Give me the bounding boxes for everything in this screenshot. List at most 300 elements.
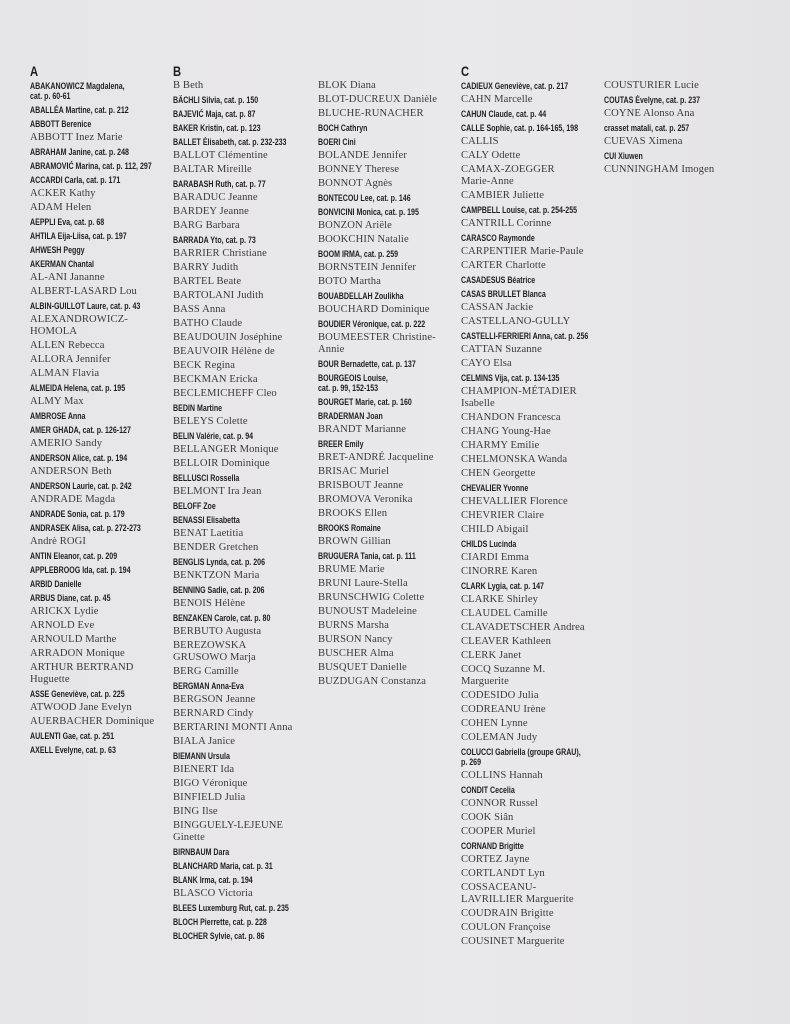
index-entry	[173, 625, 313, 639]
index-entry	[30, 577, 170, 591]
index-entry-line: CHANDON Francesca	[461, 412, 561, 423]
index-entry	[30, 367, 170, 381]
index-entry	[461, 551, 601, 565]
index-entry	[604, 107, 744, 121]
index-entry-line: BRUGUERA Tania, cat. p. 111	[318, 551, 416, 561]
index-entry	[173, 373, 313, 387]
index-entry-line: BRANDT Marianne	[318, 424, 407, 435]
index-entry-line: cat. p. 60-61	[30, 91, 71, 101]
index-entry-line: CHEVRIER Claire	[461, 510, 545, 521]
index-entry-line: BOOM IRMA, cat. p. 259	[318, 249, 399, 259]
index-entry-line: CATTAN Suzanne	[461, 344, 542, 355]
index-entry	[173, 639, 313, 665]
index-entry	[461, 467, 601, 481]
index-entry	[461, 315, 601, 329]
index-entry-line: BUSQUET Danielle	[318, 662, 407, 673]
index-entry-line: CORTEZ Jayne	[461, 854, 530, 865]
index-entry-line: Huguette	[30, 674, 70, 685]
index-entry	[173, 485, 313, 499]
index-entry-line: Isabelle	[461, 398, 495, 409]
index-entry-line: ANDRADE Magda	[30, 494, 116, 505]
index-entry-line: BUSCHER Alma	[318, 648, 394, 659]
index-entry	[461, 189, 601, 203]
index-entry-line: CAHUN Claude, cat. p. 44	[461, 109, 547, 119]
index-entry-line: CLAUDEL Camille	[461, 608, 548, 619]
index-entry	[318, 177, 458, 191]
index-entry-line: BERTARINI MONTI Anna	[173, 722, 293, 733]
index-entry	[30, 229, 170, 243]
index-entry-line: ARNOULD Marthe	[30, 634, 117, 645]
index-entry	[173, 401, 313, 415]
index-entry	[318, 395, 458, 409]
index-entry-line: CHILDS Lucinda	[461, 539, 517, 549]
index-entry	[30, 563, 170, 577]
index-entry-line: BERNARD Cindy	[173, 708, 254, 719]
index-entry	[461, 921, 601, 935]
index-entry-line: CHILD Abigail	[461, 524, 529, 535]
index-entry	[318, 507, 458, 521]
index-entry	[173, 499, 313, 513]
index-entry	[461, 509, 601, 523]
index-entry	[461, 717, 601, 731]
index-entry	[461, 495, 601, 509]
index-entry	[461, 593, 601, 607]
index-entry-line: BLOK Diana	[318, 80, 376, 91]
index-entry	[173, 611, 313, 625]
index-entry-line: AL-ANI Jananne	[30, 272, 105, 283]
index-entry	[461, 79, 601, 93]
index-entry-line: CHEVALIER Yvonne	[461, 483, 529, 493]
index-entry	[461, 231, 601, 245]
index-entry	[173, 443, 313, 457]
index-entry	[173, 569, 313, 583]
index-entry	[173, 275, 313, 289]
index-entry-line: ABALLÉA Martine, cat. p. 212	[30, 105, 129, 115]
index-entry-line: BINGGUELY-LEJEUNE	[173, 820, 284, 831]
index-entry	[173, 247, 313, 261]
index-entry	[30, 437, 170, 451]
index-entry-line: AHTILA Eija-Liisa, cat. p. 197	[30, 231, 127, 241]
index-entry	[461, 649, 601, 663]
index-entry	[318, 479, 458, 493]
index-entry-line: BLEES Luxemburg Rut, cat. p. 235	[173, 903, 289, 913]
index-entry	[173, 597, 313, 611]
index-entry	[173, 93, 313, 107]
index-entry	[173, 693, 313, 707]
index-entry	[318, 331, 458, 357]
index-entry-line: BROOKS Ellen	[318, 508, 388, 519]
index-entry	[30, 257, 170, 271]
index-entry-line: ANDRADE Sonia, cat. p. 179	[30, 509, 125, 519]
index-entry	[173, 819, 313, 845]
index-entry-line: BENAT Laetitia	[173, 528, 244, 539]
index-entry	[173, 679, 313, 693]
index-entry-line: ALMEIDA Helena, cat. p. 195	[30, 383, 126, 393]
index-entry	[30, 535, 170, 549]
index-entry	[173, 749, 313, 763]
index-column-c	[461, 64, 601, 949]
index-entry-line: AUERBACHER Dominique	[30, 716, 155, 727]
index-entry	[30, 647, 170, 661]
index-entry	[30, 145, 170, 159]
index-entry-line: BING Ilse	[173, 806, 218, 817]
index-entry	[318, 247, 458, 261]
index-entry	[318, 275, 458, 289]
index-entry-line: CHELMONSKA Wanda	[461, 454, 568, 465]
index-entry-line: BLOCHER Sylvie, cat. p. 86	[173, 931, 265, 941]
index-entry	[173, 303, 313, 317]
index-entry	[30, 605, 170, 619]
index-entry-line: AHWESH Peggy	[30, 245, 85, 255]
index-entry-line: CUEVAS Ximena	[604, 136, 683, 147]
index-entry	[30, 479, 170, 493]
index-entry	[173, 887, 313, 901]
index-entry-line: CASTELLANO-GULLY	[461, 316, 571, 327]
index-entry-line: ABRAHAM Janine, cat. p. 248	[30, 147, 129, 157]
index-entry-line: BINFIELD Julia	[173, 792, 246, 803]
index-entry	[461, 163, 601, 189]
index-entry-line: ANDRASEK Alisa, cat. p. 272-273	[30, 523, 141, 533]
index-entry-line: CORNAND Brigitte	[461, 841, 524, 851]
index-entry	[318, 163, 458, 177]
index-entry	[173, 873, 313, 887]
index-entry-line: ALBIN-GUILLOT Laure, cat. p. 43	[30, 301, 141, 311]
index-entry	[461, 425, 601, 439]
index-entry-line: BENGLIS Lynda, cat. p. 206	[173, 557, 266, 567]
index-entry-line: COSSACEANU-	[461, 882, 537, 893]
index-entry-line: BOOKCHIN Natalie	[318, 234, 409, 245]
index-entry	[173, 527, 313, 541]
index-entry	[318, 563, 458, 577]
index-entry-line: BRUNI Laure-Stella	[318, 578, 408, 589]
index-entry-line: Andrè ROGI	[30, 536, 87, 547]
index-entry-line: BELIN Valérie, cat. p. 94	[173, 431, 254, 441]
index-entry-line: AULENTI Gae, cat. p. 251	[30, 731, 115, 741]
index-entry-line: AEPPLI Eva, cat. p. 68	[30, 217, 105, 227]
index-entry-line: BENZAKEN Carole, cat. p. 80	[173, 613, 271, 623]
index-entry-line: ABRAMOVIĆ Marina, cat. p. 112, 297	[30, 161, 152, 171]
index-entry	[30, 187, 170, 201]
index-entry-line: CHANG Young-Hae	[461, 426, 551, 437]
index-entry	[461, 797, 601, 811]
index-entry	[461, 411, 601, 425]
index-entry	[318, 317, 458, 331]
index-entry-line: BURNS Marsha	[318, 620, 389, 631]
index-entry-line: BEREZOWSKA	[173, 640, 247, 651]
index-entry-line: CLEAVER Kathleen	[461, 636, 551, 647]
index-entry-line: BARTOLANI Judith	[173, 290, 264, 301]
index-entry	[173, 791, 313, 805]
section-letter: B	[173, 63, 182, 79]
index-entry-line: CARPENTIER Marie-Paule	[461, 246, 584, 257]
index-entry	[318, 423, 458, 437]
index-entry-line: CLAVADETSCHER Andrea	[461, 622, 585, 633]
index-entry-line: COYNE Alonso Ana	[604, 108, 695, 119]
index-entry	[318, 121, 458, 135]
index-entry-line: cat. p. 99, 152-153	[318, 383, 379, 393]
index-entry-line: CODESIDO Julia	[461, 690, 539, 701]
index-entry-line: BRET-ANDRÉ Jacqueline	[318, 452, 434, 463]
index-entry-line: BRUNSCHWIG Colette	[318, 592, 425, 603]
index-entry-line: BROWN Gillian	[318, 536, 391, 547]
index-entry	[318, 79, 458, 93]
index-entry-line: ALEXANDROWICZ-	[30, 314, 128, 325]
index-entry-line: BEAUDOUIN Joséphine	[173, 332, 283, 343]
index-entry-line: BARABASH Ruth, cat. p. 77	[173, 179, 266, 189]
index-entry	[173, 191, 313, 205]
index-entry	[461, 853, 601, 867]
index-entry	[30, 715, 170, 729]
index-entry-line: CASAS BRULLET Blanca	[461, 289, 546, 299]
index-entry-line: Ginette	[173, 832, 205, 843]
index-entry	[30, 729, 170, 743]
index-entry	[173, 541, 313, 555]
index-entry-line: CHEVALLIER Florence	[461, 496, 568, 507]
index-entry	[173, 359, 313, 373]
index-entry	[461, 439, 601, 453]
index-entry	[461, 273, 601, 287]
index-entry-line: CARASCO Raymonde	[461, 233, 535, 243]
index-entry-line: CUI Xiuwen	[604, 151, 643, 161]
index-entry-line: BARDEY Jeanne	[173, 206, 249, 217]
index-entry	[30, 507, 170, 521]
index-entry	[173, 219, 313, 233]
index-entry-line: BECLEMICHEFF Cleo	[173, 388, 277, 399]
index-entry-line: CALY Odette	[461, 150, 521, 161]
index-entry-line: CADIEUX Geneviève, cat. p. 217	[461, 81, 569, 91]
index-entry	[461, 93, 601, 107]
index-entry	[318, 577, 458, 591]
index-entry-line: BLANK Irma, cat. p. 194	[173, 875, 253, 885]
index-entry-line: BROOKS Romaine	[318, 523, 381, 533]
index-entry-line: BIENERT Ida	[173, 764, 235, 775]
index-entry-line: Marguerite	[461, 676, 509, 687]
index-entry-line: CAHN Marcelle	[461, 94, 533, 105]
index-entry	[461, 839, 601, 853]
index-entry-line: BRISAC Muriel	[318, 466, 390, 477]
index-entry-line: BARRIER Christiane	[173, 248, 267, 259]
index-entry-line: BONNEY Therese	[318, 164, 400, 175]
index-entry-line: CONDIT Cecelia	[461, 785, 515, 795]
index-entry	[173, 845, 313, 859]
index-entry	[318, 219, 458, 233]
index-entry	[30, 409, 170, 423]
index-entry	[30, 79, 170, 103]
index-entry	[30, 159, 170, 173]
index-entry-line: BOURGEOIS Louise,	[318, 373, 388, 383]
index-entry	[461, 259, 601, 273]
index-entry-line: BECKMAN Ericka	[173, 374, 258, 385]
section-letter: C	[461, 63, 470, 79]
index-entry	[30, 243, 170, 257]
index-entry-line: CHARMY Emilie	[461, 440, 540, 451]
index-entry	[173, 415, 313, 429]
index-entry-line: BERG Camille	[173, 666, 239, 677]
index-entry	[461, 635, 601, 649]
index-entry-line: COLUCCI Gabriella (groupe GRAU),	[461, 747, 581, 757]
index-entry	[173, 107, 313, 121]
index-entry	[461, 731, 601, 745]
index-entry-line: ATWOOD Jane Evelyn	[30, 702, 132, 713]
index-entry	[173, 177, 313, 191]
index-entry	[173, 135, 313, 149]
index-entry	[318, 409, 458, 423]
index-entry-line: BONZON Ariële	[318, 220, 392, 231]
index-entry	[173, 915, 313, 929]
index-entry-line: BELEYS Colette	[173, 416, 248, 427]
index-entry	[461, 329, 601, 343]
index-entry	[318, 437, 458, 451]
index-entry	[461, 689, 601, 703]
index-entry-line: ABAKANOWICZ Magdalena,	[30, 81, 125, 91]
index-entry	[30, 549, 170, 563]
index-entry	[461, 769, 601, 783]
index-entry	[461, 287, 601, 301]
index-entry	[173, 331, 313, 345]
index-entry-line: COUDRAIN Brigitte	[461, 908, 554, 919]
index-entry-line: BORNSTEIN Jennifer	[318, 262, 417, 273]
index-entry-line: BERGMAN Anna-Eva	[173, 681, 244, 691]
index-entry-line: BELOFF Zoe	[173, 501, 216, 511]
index-entry-line: ABBOTT Berenice	[30, 119, 92, 129]
index-entry-line: BLUCHE-RUNACHER	[318, 108, 424, 119]
index-entry-line: AKERMAN Chantal	[30, 259, 94, 269]
index-column-b	[173, 64, 313, 943]
index-entry	[30, 395, 170, 409]
index-entry	[173, 901, 313, 915]
index-entry-line: ANDERSON Beth	[30, 466, 112, 477]
index-entry	[318, 191, 458, 205]
index-entry	[173, 665, 313, 679]
index-entry-line: BASS Anna	[173, 304, 226, 315]
index-entry	[461, 357, 601, 371]
index-entry	[461, 371, 601, 385]
index-entry-line: BENDER Gretchen	[173, 542, 259, 553]
index-entry	[30, 521, 170, 535]
index-entry	[318, 675, 458, 689]
index-entry-line: COCQ Suzanne M.	[461, 664, 546, 675]
index-entry	[318, 303, 458, 317]
index-entry-line: CASADESUS Béatrice	[461, 275, 536, 285]
index-column-a	[30, 64, 170, 757]
index-entry-line: BEDIN Martine	[173, 403, 223, 413]
index-entry-line: ALLORA Jennifer	[30, 354, 111, 365]
index-entry-line: ASSE Geneviève, cat. p. 225	[30, 689, 125, 699]
index-entry	[173, 721, 313, 735]
index-entry	[30, 701, 170, 715]
index-column-b-continued	[318, 79, 458, 689]
index-entry-line: BLOT-DUCREUX Danièle	[318, 94, 438, 105]
index-entry-line: BOTO Martha	[318, 276, 381, 287]
index-entry	[461, 343, 601, 357]
index-entry	[604, 121, 744, 135]
index-entry-line: ARICKX Lydie	[30, 606, 99, 617]
index-entry	[318, 451, 458, 465]
index-entry-line: CALLIS	[461, 136, 499, 147]
index-entry-line: CIARDI Emma	[461, 552, 529, 563]
index-entry	[30, 465, 170, 479]
index-entry	[461, 663, 601, 689]
index-entry	[173, 735, 313, 749]
index-entry-line: BEAUVOIR Hélène de	[173, 346, 275, 357]
index-entry-line: BAJEVIĆ Maja, cat. p. 87	[173, 109, 256, 119]
index-entry-line: ALMY Max	[30, 396, 84, 407]
index-entry-line: AMERIO Sandy	[30, 438, 103, 449]
index-entry	[604, 149, 744, 163]
index-entry-line: BALTAR Mireille	[173, 164, 252, 175]
index-entry	[30, 103, 170, 117]
index-entry-line: BONNOT Agnès	[318, 178, 393, 189]
index-entry	[461, 121, 601, 135]
index-entry	[318, 261, 458, 275]
index-entry	[318, 535, 458, 549]
index-entry	[173, 513, 313, 527]
index-entry-line: CINORRE Karen	[461, 566, 538, 577]
index-entry-line: COOK Siân	[461, 812, 514, 823]
index-entry-line: ANDERSON Alice, cat. p. 194	[30, 453, 128, 463]
index-entry	[604, 163, 744, 177]
index-entry-line: B Beth	[173, 80, 204, 91]
index-entry-line: COUTAS Évelyne, cat. p. 237	[604, 95, 701, 105]
index-entry	[30, 215, 170, 229]
index-entry	[318, 371, 458, 395]
index-entry-line: CUNNINGHAM Imogen	[604, 164, 715, 175]
index-entry	[173, 777, 313, 791]
index-entry	[30, 633, 170, 647]
index-entry	[173, 763, 313, 777]
index-entry-line: BIALA Janice	[173, 736, 236, 747]
index-entry	[461, 481, 601, 495]
index-entry	[604, 135, 744, 149]
index-entry	[461, 523, 601, 537]
section-letter: A	[30, 63, 39, 79]
index-entry	[461, 453, 601, 467]
index-entry-line: ALLEN Rebecca	[30, 340, 105, 351]
index-entry	[173, 289, 313, 303]
index-entry	[173, 707, 313, 721]
index-entry	[461, 811, 601, 825]
index-entry-line: BOCH Cathryn	[318, 123, 368, 133]
index-entry-line: BARRADA Yto, cat. p. 73	[173, 235, 256, 245]
index-entry-line: COLEMAN Judy	[461, 732, 538, 743]
index-entry-line: ANTIN Eleanor, cat. p. 209	[30, 551, 118, 561]
index-entry	[318, 591, 458, 605]
index-entry	[30, 299, 170, 313]
index-entry	[318, 521, 458, 535]
index-entry	[173, 233, 313, 247]
index-entry-line: BONTECOU Lee, cat. p. 146	[318, 193, 411, 203]
index-entry	[461, 935, 601, 949]
index-entry-line: BIEMANN Ursula	[173, 751, 230, 761]
index-entry-line: BOUDIER Véronique, cat. p. 222	[318, 319, 426, 329]
index-entry-line: BOUCHARD Dominique	[318, 304, 430, 315]
index-entry	[173, 317, 313, 331]
index-entry-line: CAMPBELL Louise, cat. p. 254-255	[461, 205, 578, 215]
index-entry-line: COHEN Lynne	[461, 718, 528, 729]
index-entry-line: BLOCH Pierrette, cat. p. 228	[173, 917, 267, 927]
index-entry-line: BATHO Claude	[173, 318, 243, 329]
index-entry-line: ACCARDI Carla, cat. p. 171	[30, 175, 121, 185]
index-entry	[461, 907, 601, 921]
index-entry-line: CANTRILL Corinne	[461, 218, 552, 229]
index-entry-line: BARRY Judith	[173, 262, 239, 273]
index-entry-line: ALBERT-LASARD Lou	[30, 286, 137, 297]
index-entry	[461, 107, 601, 121]
index-entry-line: AMER GHADA, cat. p. 126-127	[30, 425, 131, 435]
index-entry-line: CARTER Charlotte	[461, 260, 546, 271]
index-entry-line: BENKTZON Maria	[173, 570, 260, 581]
index-entry-line: COUSTURIER Lucie	[604, 80, 699, 91]
